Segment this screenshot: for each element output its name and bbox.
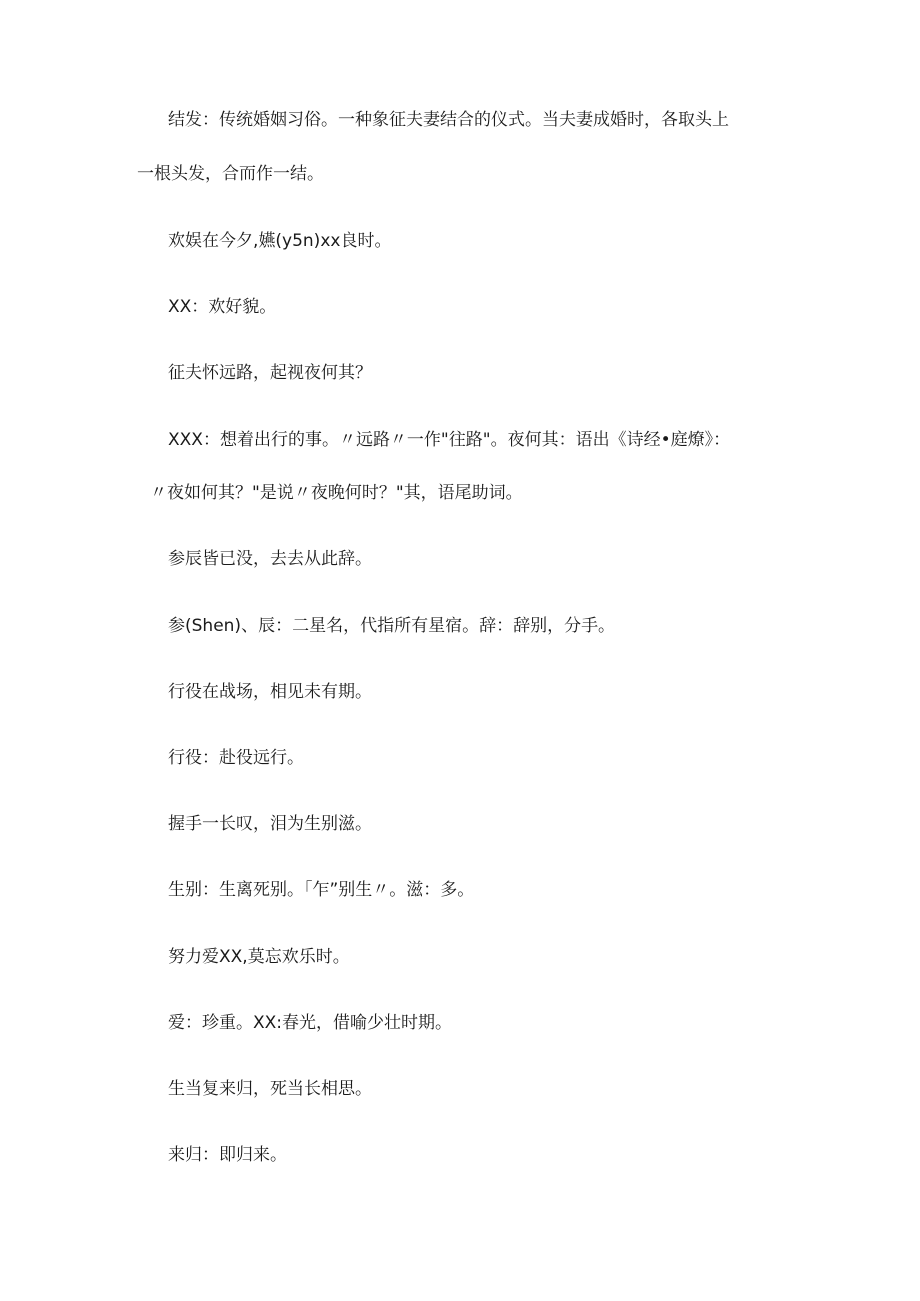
paragraph-line-15: 爱：珍重。XX:春光，借喻少壮时期。 (168, 1013, 453, 1033)
paragraph-line-2: 一根头发，合而作一结。 (137, 164, 324, 184)
paragraph-line-8: 参辰皆已没，去去从此辞。 (168, 549, 372, 569)
paragraph-line-9: 参(Shen)、辰：二星名，代指所有星宿。辞：辞别，分手。 (168, 616, 616, 636)
paragraph-line-13: 生别：生离死别。「乍”别生〃。滋：多。 (168, 880, 475, 900)
paragraph-line-11: 行役：赴役远行。 (168, 748, 304, 768)
paragraph-line-4: XX：欢好貌。 (168, 297, 277, 317)
paragraph-line-7: 〃夜如何其？"是说〃夜晚何时？"其，语尾助词。 (150, 483, 523, 503)
paragraph-line-12: 握手一长叹，泪为生别滋。 (168, 814, 372, 834)
paragraph-line-16: 生当复来归，死当长相思。 (168, 1079, 372, 1099)
paragraph-line-6: XXX：想着出行的事。〃远路〃一作"往路"。夜何其：语出《诗经•庭燎》： (168, 430, 731, 450)
paragraph-line-5: 征夫怀远路，起视夜何其？ (168, 363, 372, 383)
paragraph-line-3: 欢娱在今夕,嬿(y5n)xx良时。 (168, 231, 392, 251)
paragraph-line-17: 来归：即归来。 (168, 1145, 287, 1165)
paragraph-line-14: 努力爱XX,莫忘欢乐时。 (168, 947, 350, 967)
paragraph-line-10: 行役在战场，相见未有期。 (168, 682, 372, 702)
paragraph-line-1: 结发：传统婚姻习俗。一种象征夫妻结合的仪式。当夫妻成婚时，各取头上 (168, 110, 729, 130)
